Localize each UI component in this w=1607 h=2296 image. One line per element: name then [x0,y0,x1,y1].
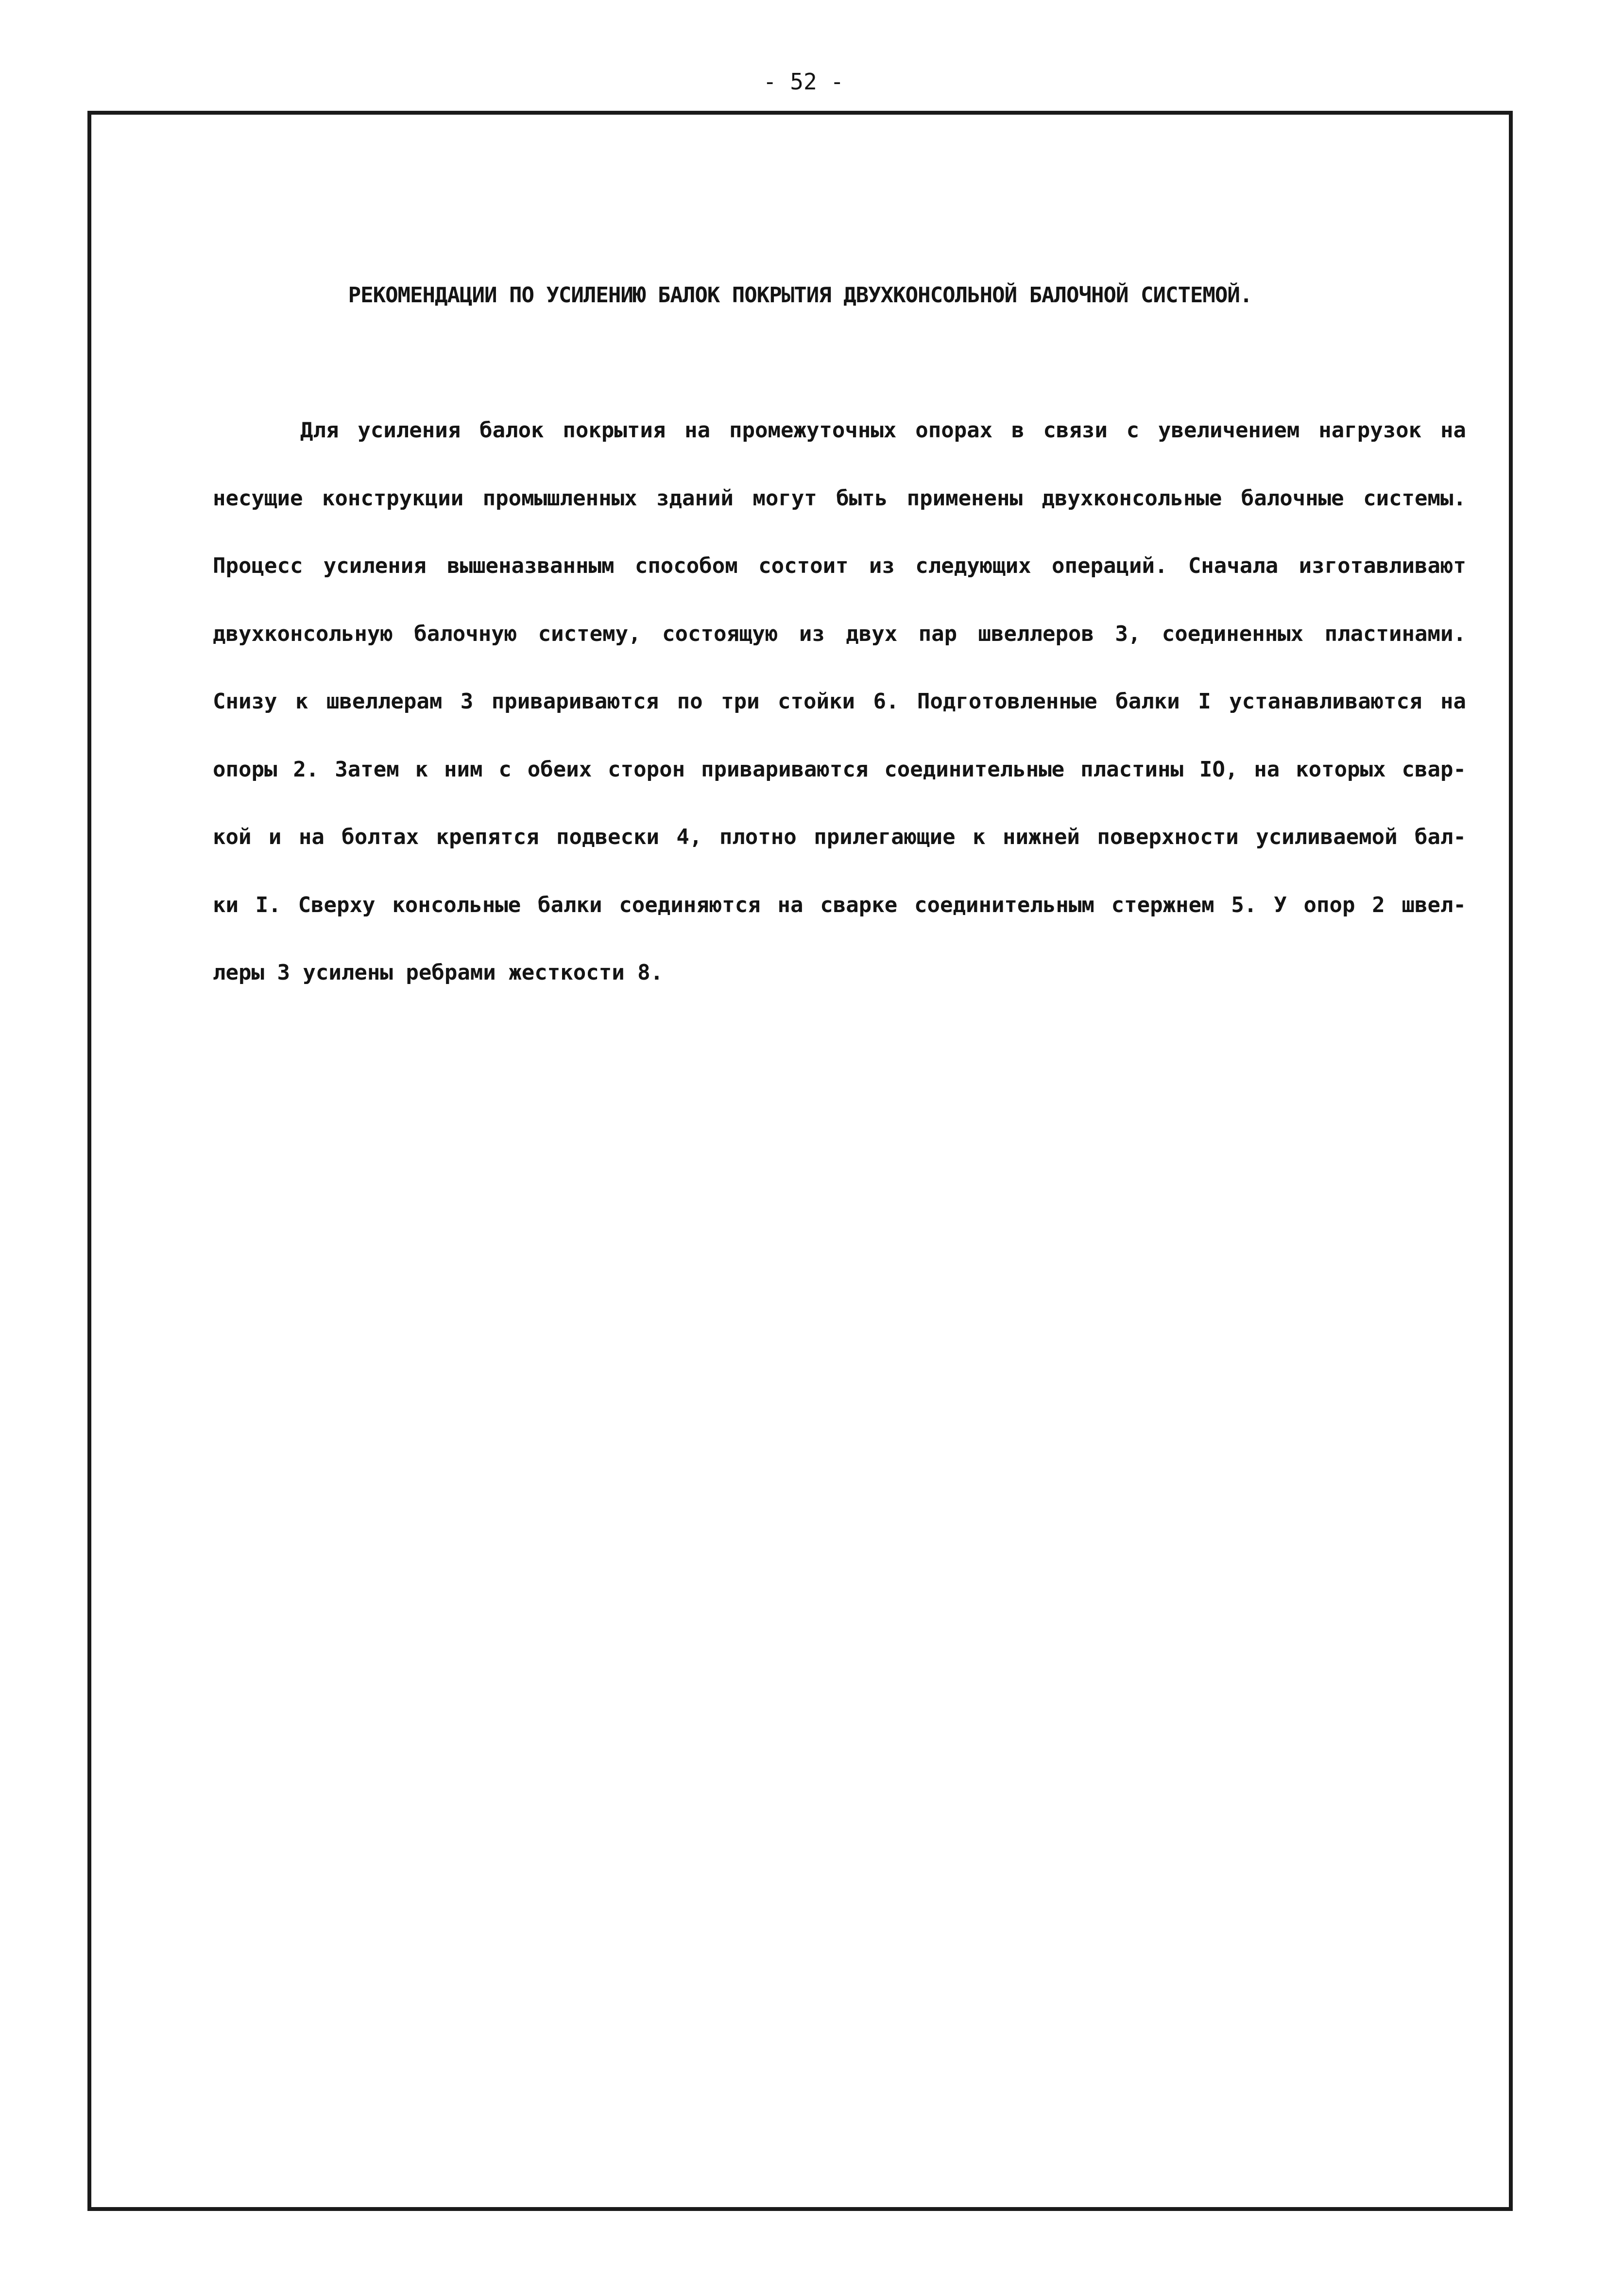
paragraph-line: ки I. Сверху консольные балки соединяются на сварке соединительным стержнем 5. У опор 2 швел- [213,892,1466,917]
paragraph-line: двухконсольную балочную систему, состоящую из двух пар швеллеров 3, соединенных пластинами. [213,621,1466,646]
page-number: - 52 - [763,69,844,95]
paragraph-line: опоры 2. Затем к ним с обеих сторон привариваются соединительные пластины IO, на которых свар- [213,757,1466,782]
document-title: РЕКОМЕНДАЦИИ ПО УСИЛЕНИЮ БАЛОК ПОКРЫТИЯ ДВУХКОНСОЛЬНОЙ БАЛОЧНОЙ СИСТЕМОЙ. [348,283,1252,308]
body-paragraph [213,416,1466,1026]
paragraph-line: Для усиления балок покрытия на промежуточных опорах в связи с увеличением нагрузок на [300,418,1466,443]
paragraph-line: Процесс усиления вышеназванным способом состоит из следующих операций. Сначала изготавливают [213,553,1466,578]
paragraph-line: несущие конструкции промышленных зданий могут быть применены двухконсольные балочные системы. [213,485,1466,511]
paragraph-line: кой и на болтах крепятся подвески 4, плотно прилегающие к нижней поверхности усиливаемой бал- [213,825,1466,849]
paragraph-line: Снизу к швеллерам 3 привариваются по три стойки 6. Подготовленные балки I устанавливаются на [213,689,1466,714]
paragraph-line: леры 3 усилены ребрами жесткости 8. [213,960,664,985]
